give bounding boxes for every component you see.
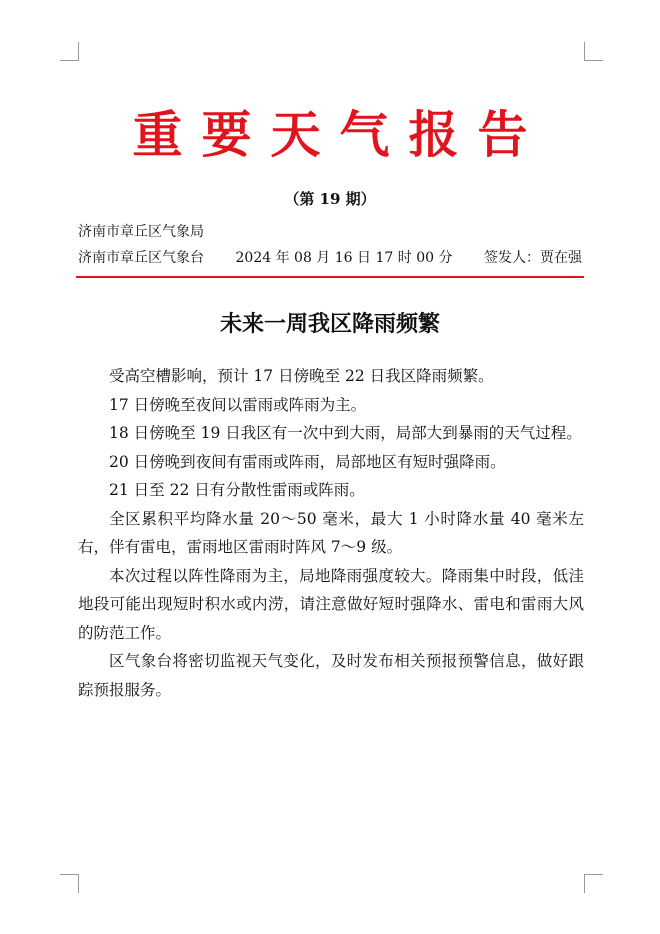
station-name: 济南市章丘区气象台 — [78, 250, 204, 266]
paragraph: 本次过程以阵性降雨为主，局地降雨强度较大。降雨集中时段，低洼地段可能出现短时积水或内涝，请注意做好短时强降水、雷电和雷雨大风的防范工作。 — [78, 566, 584, 642]
paragraph: 全区累积平均降水量 20～50 毫米，最大 1 小时降水量 40 毫米左右，伴有雷电，雷雨地区雷雨时阵风 7～9 级。 — [78, 509, 584, 556]
headline: 未来一周我区降雨频繁 — [219, 311, 440, 337]
issue-meta-line — [78, 248, 582, 268]
paragraph: 21 日至 22 日有分散性雷雨或阵雨。 — [109, 481, 365, 499]
paragraph: 17 日傍晚至夜间以雷雨或阵雨为主。 — [109, 395, 367, 414]
paragraph: 20 日傍晚到夜间有雷雨或阵雨，局部地区有短时强降雨。 — [109, 452, 506, 471]
crop-mark-top-right — [584, 42, 603, 61]
crop-mark-bottom-right — [584, 874, 603, 893]
paragraph: 18 日傍晚至 19 日我区有一次中到大雨，局部大到暴雨的天气过程。 — [109, 424, 582, 442]
red-divider — [76, 276, 584, 278]
report-masthead: 重要天气报告 — [132, 105, 547, 164]
crop-mark-bottom-left — [60, 874, 79, 893]
issuer-name: 济南市章丘区气象局 — [78, 224, 204, 240]
signer: 签发人：贾在强 — [483, 250, 582, 266]
crop-mark-top-left — [60, 42, 79, 61]
issue-datetime: 2024 年 08 月 16 日 17 时 00 分 — [235, 250, 453, 266]
report-body — [78, 362, 584, 704]
issue-number: （第 19 期） — [284, 190, 376, 208]
paragraph: 区气象台将密切监视天气变化，及时发布相关预报预警信息，做好跟踪预报服务。 — [78, 652, 584, 699]
paragraph: 受高空槽影响，预计 17 日傍晚至 22 日我区降雨频繁。 — [109, 367, 494, 385]
